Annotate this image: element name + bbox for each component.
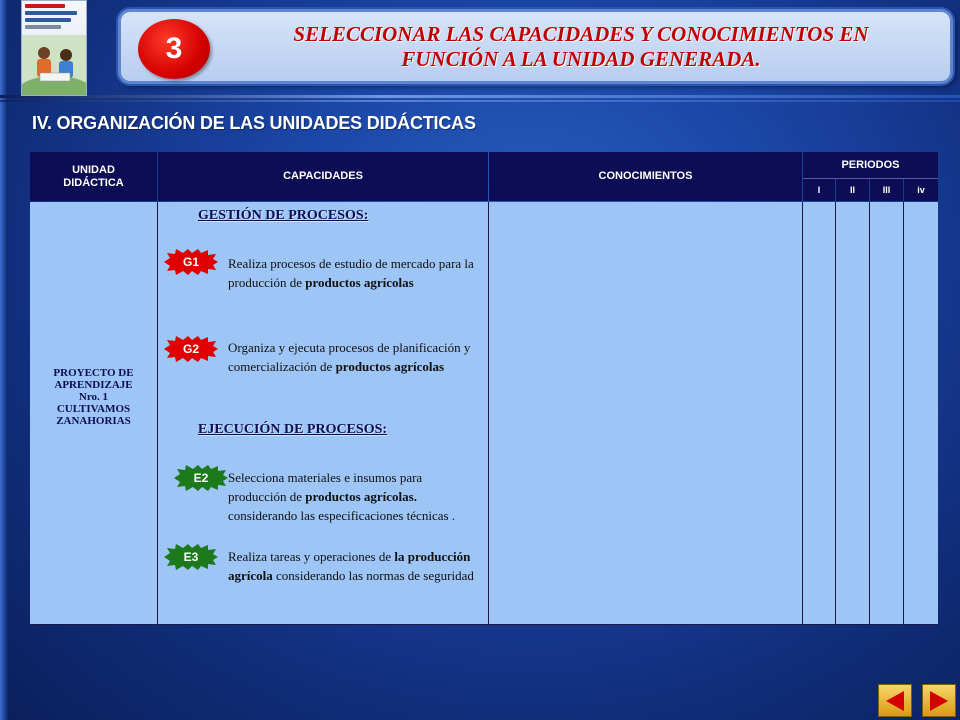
badge-e3-label: E3: [183, 550, 199, 564]
step-number-badge: 3: [138, 19, 210, 79]
header-periodos: PERIODOS: [803, 152, 938, 178]
badge-g1-label: G1: [182, 255, 199, 269]
header-period-2: II: [836, 179, 869, 201]
cell-conocimientos: [489, 202, 802, 625]
banner-title-line-1: SELECCIONAR LAS CAPACIDADES Y CONOCIMIENTOS EN: [293, 22, 869, 46]
header-divider-bottom: [0, 100, 960, 102]
curriculum-cover-logo: [21, 0, 87, 96]
triangle-right-icon: [928, 690, 950, 712]
badge-e2: [174, 465, 228, 491]
units-table: [30, 152, 938, 625]
header-period-3: III: [870, 179, 903, 201]
cell-period-2: [836, 202, 869, 625]
gestion-heading: GESTIÓN DE PROCESOS:: [198, 208, 369, 223]
cell-unidad: [30, 202, 157, 625]
ejecucion-heading: EJECUCIÓN DE PROCESOS:: [198, 422, 388, 437]
badge-e3: [164, 544, 218, 570]
header-divider-top: [0, 95, 960, 98]
badge-g1: [164, 249, 218, 275]
header-capacidades: CAPACIDADES: [158, 152, 488, 201]
capacity-g1-text: Realiza procesos de estudio de mercado para la producción de productos agrícolas: [228, 256, 474, 290]
children-illustration-icon: [22, 35, 87, 96]
step-banner: [118, 9, 953, 84]
cell-period-1: [803, 202, 835, 625]
badge-g2-label: G2: [182, 342, 199, 356]
next-slide-button[interactable]: [922, 684, 956, 717]
header-conocimientos: CONOCIMIENTOS: [489, 152, 802, 201]
capacity-g2-text: Organiza y ejecuta procesos de planificación y comercialización de productos agrícolas: [228, 340, 471, 374]
cell-period-3: [870, 202, 903, 625]
section-title: IV. ORGANIZACIÓN DE LAS UNIDADES DIDÁCTICAS: [32, 113, 476, 133]
cell-period-4: [904, 202, 938, 625]
banner-title-line-2: FUNCIÓN A LA UNIDAD GENERADA.: [401, 47, 761, 71]
triangle-left-icon: [884, 690, 906, 712]
badge-e2-label: E2: [193, 471, 209, 485]
header-period-4: iv: [904, 179, 938, 201]
previous-slide-button[interactable]: [878, 684, 912, 717]
capacity-e3-text: Realiza tareas y operaciones de la producción agrícola considerando las normas de seguridad: [228, 549, 474, 583]
capacity-e2-text: Selecciona materiales e insumos para producción de productos agrícolas. considerando las especificaciones técnicas .: [228, 470, 456, 523]
badge-g2: [164, 336, 218, 362]
header-unidad: UNIDAD DIDÁCTICA: [30, 152, 157, 201]
unidad-project-title: PROYECTO DE APRENDIZAJE Nro. 1 CULTIVAMOS ZANAHORIAS: [53, 367, 134, 427]
header-period-1: I: [803, 179, 835, 201]
left-accent-bar: [0, 0, 8, 720]
banner-title: [231, 22, 931, 72]
